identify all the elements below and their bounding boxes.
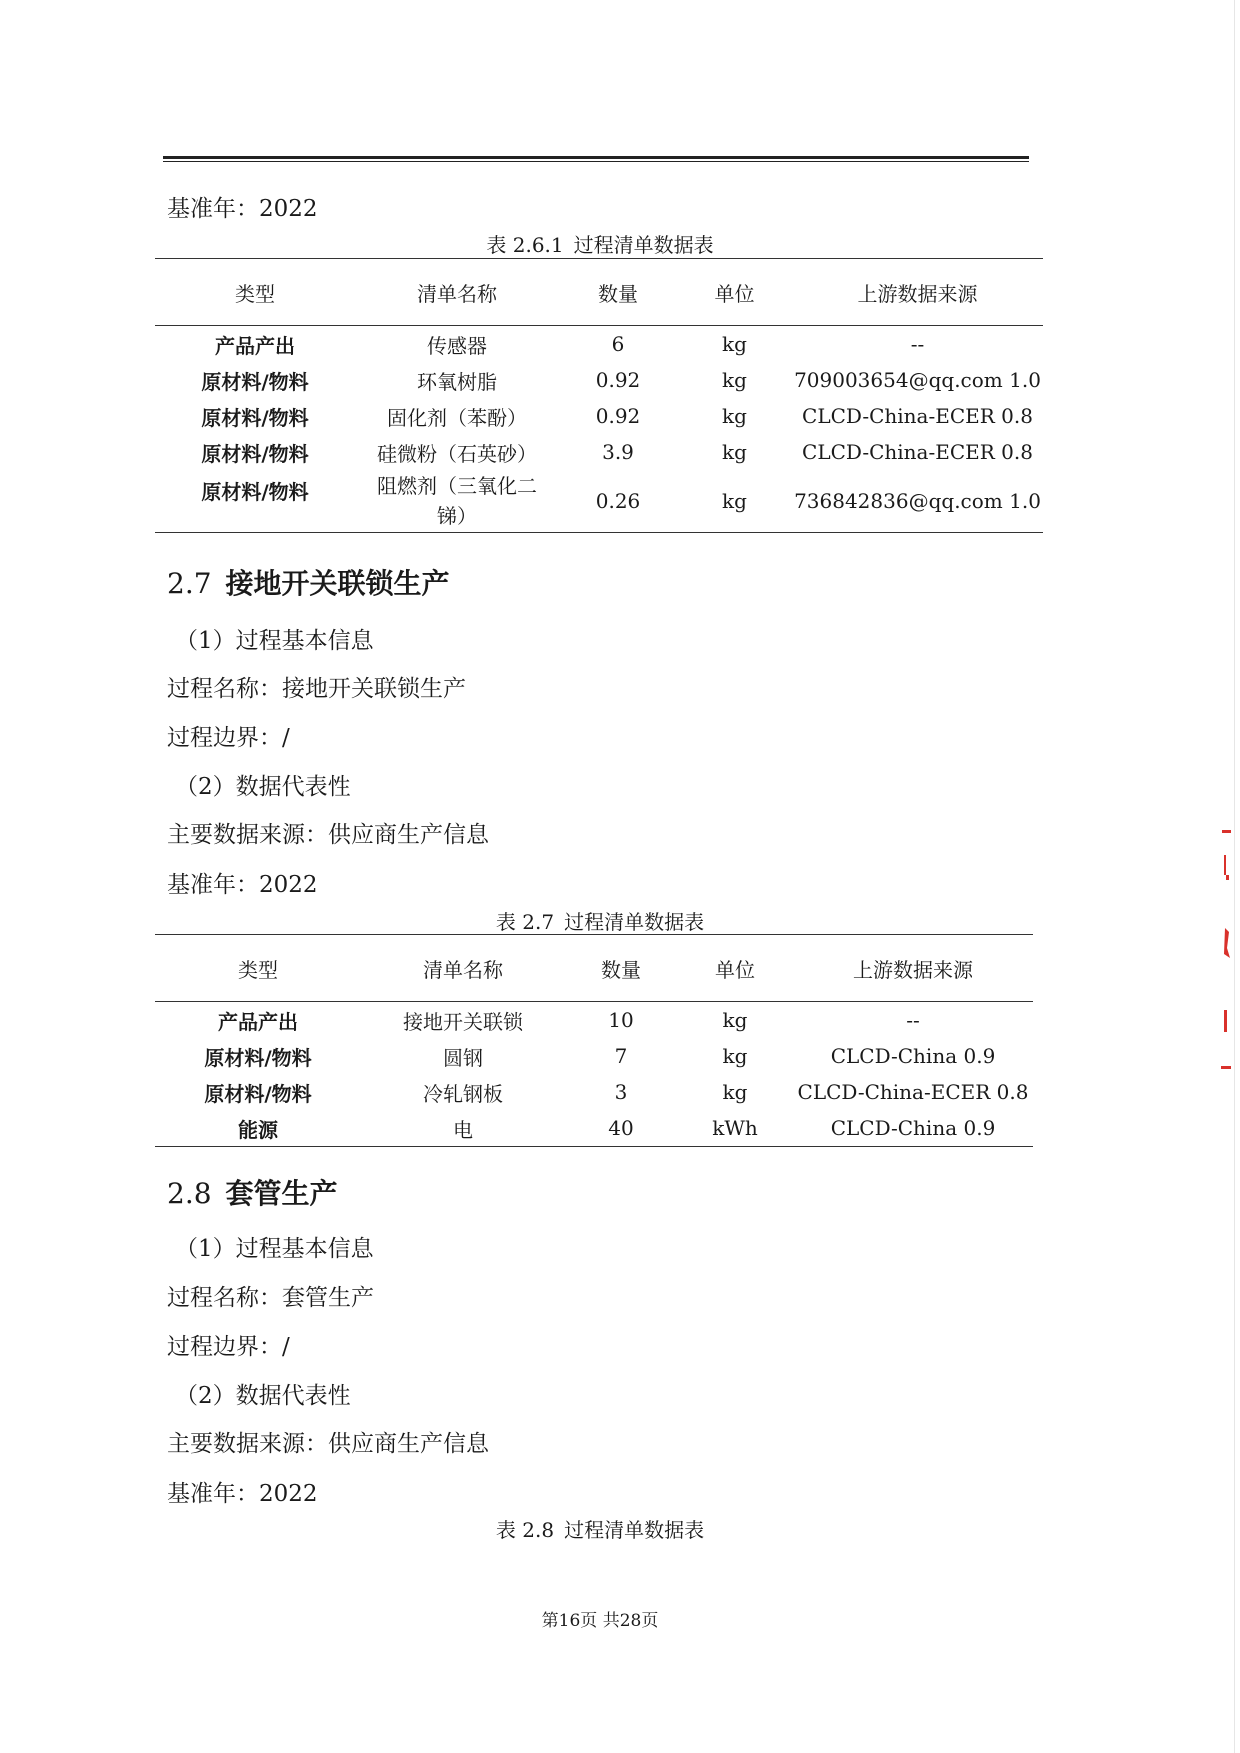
table-2-6-1 [155, 258, 1043, 533]
cell-type: 原材料/物料 [201, 480, 309, 504]
cell-source: CLCD-China 0.9 [830, 1044, 996, 1068]
cell-quantity: 0.92 [595, 368, 641, 392]
cell-source: CLCD-China-ECER 0.8 [802, 404, 1033, 428]
header-upstream-source: 上游数据来源 [857, 281, 978, 306]
data-source-line: 主要数据来源：供应商生产信息 [167, 1431, 489, 1457]
table-2-6-1-caption [0, 229, 1200, 258]
caption-number: 表 2.7 [495, 910, 555, 934]
base-year-line: 基准年：2022 [167, 1481, 318, 1507]
cell-quantity: 0.26 [595, 489, 641, 513]
cell-source: CLCD-China 0.9 [830, 1116, 996, 1140]
section-number: 2.7 [167, 567, 212, 600]
header-unit: 单位 [714, 281, 755, 306]
cell-type: 原材料/物料 [201, 405, 309, 430]
cell-quantity: 0.92 [595, 404, 641, 428]
cell-type: 原材料/物料 [201, 369, 309, 394]
header-quantity: 数量 [598, 281, 638, 306]
cell-source: 709003654@qq.com 1.0 [794, 368, 1041, 392]
section-number: 2.8 [167, 1177, 212, 1210]
cell-quantity: 40 [608, 1116, 634, 1140]
section-title: 接地开关联锁生产 [225, 567, 450, 600]
cell-unit: kg [722, 489, 747, 513]
section-title: 套管生产 [225, 1177, 338, 1210]
cell-item-name: 冷轧钢板 [423, 1081, 503, 1106]
base-year-line: 基准年：2022 [167, 872, 318, 898]
table-row [155, 1002, 1033, 1039]
cell-quantity: 10 [608, 1008, 634, 1032]
cell-unit: kg [722, 332, 747, 356]
basic-info-label: （1）过程基本信息 [175, 628, 374, 654]
seal-stamp-fragment [1218, 830, 1232, 1070]
header-type: 类型 [235, 281, 275, 306]
cell-source: 736842836@qq.com 1.0 [794, 489, 1041, 513]
table-row [155, 434, 1043, 470]
cell-source: CLCD-China-ECER 0.8 [802, 440, 1033, 464]
cell-source: CLCD-China-ECER 0.8 [797, 1080, 1029, 1104]
table-header-row [155, 935, 1033, 1002]
cell-item-name: 电 [453, 1117, 473, 1142]
cell-quantity: 3 [614, 1080, 628, 1104]
table-row [155, 398, 1043, 434]
table-2-7 [155, 934, 1033, 1147]
base-year-line: 基准年：2022 [167, 196, 318, 222]
cell-source: -- [906, 1008, 920, 1032]
representativeness-label: （2）数据代表性 [175, 774, 351, 800]
cell-type: 原材料/物料 [204, 1045, 312, 1070]
section-heading [167, 562, 450, 602]
table-row [155, 1038, 1033, 1074]
cell-quantity: 3.9 [602, 440, 634, 464]
cell-type: 原材料/物料 [201, 441, 309, 466]
cell-unit: kg [722, 404, 747, 428]
process-name-line: 过程名称：套管生产 [167, 1285, 374, 1311]
cell-unit: kWh [712, 1116, 758, 1140]
process-boundary-line: 过程边界：/ [167, 725, 290, 751]
cell-item-name: 阻燃剂（三氧化二锑） [377, 474, 537, 528]
header-upstream-source: 上游数据来源 [853, 957, 973, 982]
caption-title: 过程清单数据表 [573, 233, 714, 257]
cell-unit: kg [722, 1008, 748, 1032]
table-row [155, 1074, 1033, 1110]
cell-unit: kg [722, 1080, 748, 1104]
cell-type: 产品产出 [218, 1009, 298, 1034]
basic-info-label: （1）过程基本信息 [175, 1236, 374, 1262]
cell-type: 原材料/物料 [204, 1081, 312, 1106]
table-row [155, 362, 1043, 398]
table-header-row [155, 259, 1043, 326]
header-item-name: 清单名称 [417, 281, 497, 306]
cell-quantity: 7 [614, 1044, 628, 1068]
process-name-line: 过程名称：接地开关联锁生产 [167, 676, 466, 702]
cell-item-name: 传感器 [427, 333, 487, 358]
header-rule [163, 156, 1029, 162]
process-boundary-line: 过程边界：/ [167, 1334, 290, 1360]
table-row [155, 326, 1043, 363]
header-quantity: 数量 [601, 957, 641, 982]
cell-item-name: 固化剂（苯酚） [387, 405, 527, 430]
cell-unit: kg [722, 440, 747, 464]
section-heading [167, 1172, 338, 1212]
header-type: 类型 [238, 957, 278, 982]
cell-type: 能源 [238, 1117, 278, 1142]
caption-title: 过程清单数据表 [564, 1518, 705, 1542]
header-item-name: 清单名称 [423, 957, 503, 982]
cell-item-name: 硅微粉（石英砂） [377, 441, 537, 466]
page-footer: 第16页 共28页 [541, 1611, 659, 1631]
cell-item-name: 接地开关联锁 [403, 1009, 523, 1034]
caption-number: 表 2.6.1 [486, 233, 564, 257]
cell-item-name: 圆钢 [443, 1045, 483, 1070]
cell-unit: kg [722, 1044, 748, 1068]
table-2-7-caption [0, 906, 1200, 935]
page-edge [1234, 0, 1235, 1753]
table-row [155, 1110, 1033, 1147]
representativeness-label: （2）数据代表性 [175, 1383, 351, 1409]
cell-source: -- [910, 332, 925, 356]
data-source-line: 主要数据来源：供应商生产信息 [167, 822, 489, 848]
table-2-8-caption [0, 1514, 1200, 1543]
cell-unit: kg [722, 368, 747, 392]
table-row [155, 470, 1043, 533]
caption-title: 过程清单数据表 [564, 910, 705, 934]
cell-item-name: 环氧树脂 [417, 369, 497, 394]
cell-type: 产品产出 [215, 333, 295, 358]
cell-quantity: 6 [611, 332, 625, 356]
caption-number: 表 2.8 [495, 1518, 555, 1542]
header-unit: 单位 [715, 957, 755, 982]
